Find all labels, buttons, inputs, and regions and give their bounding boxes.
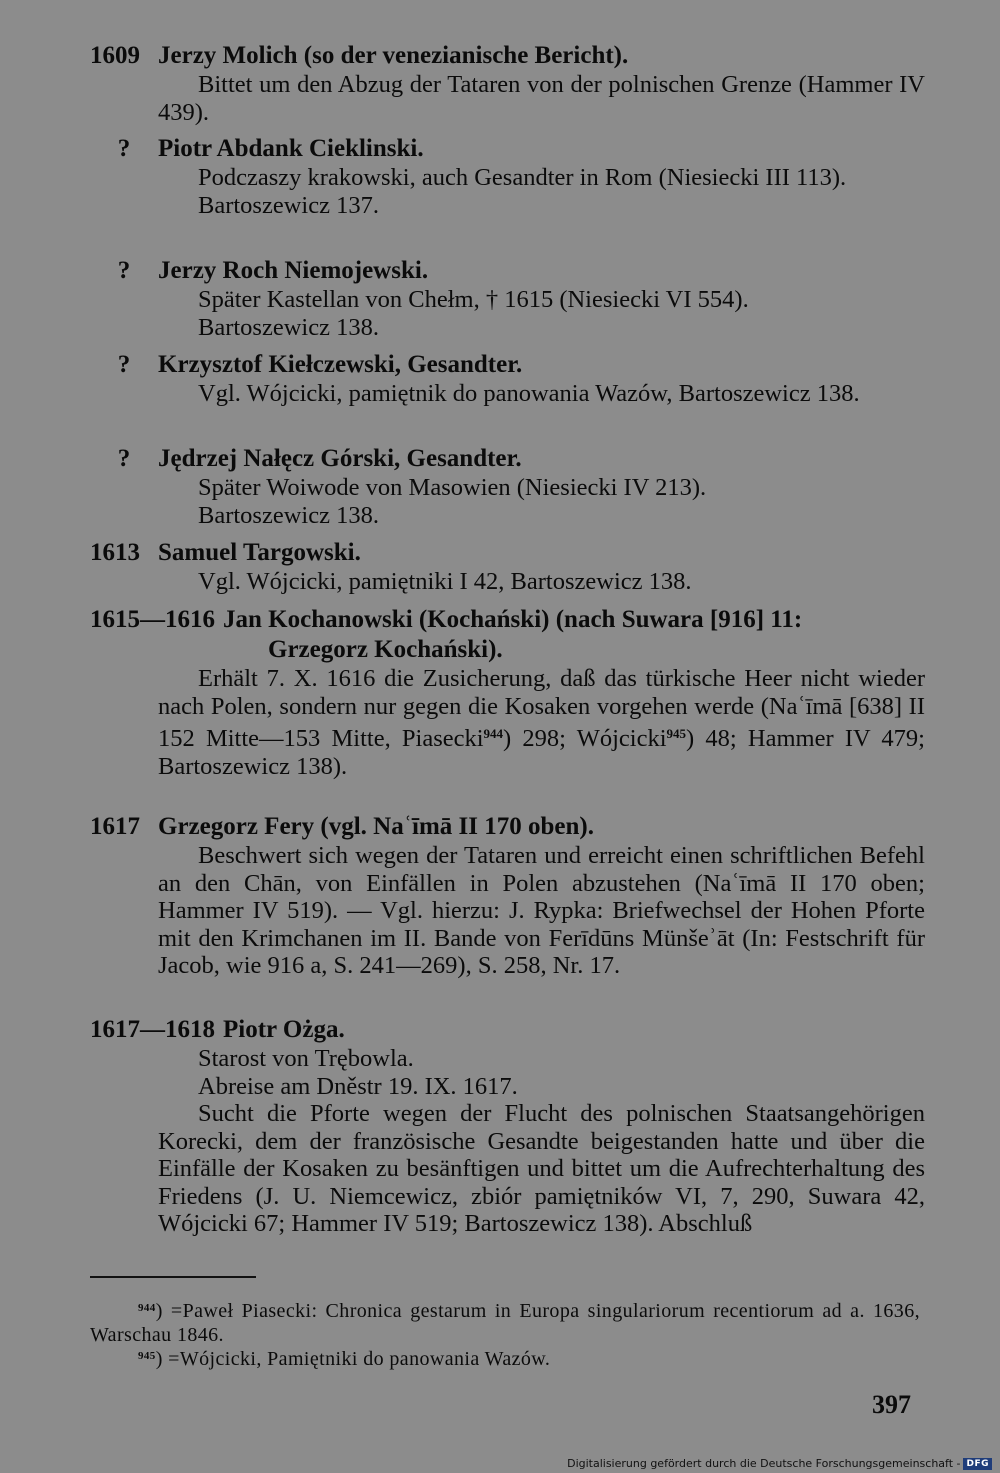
entry-niemojewski	[90, 256, 925, 341]
entry-year: ?	[117, 257, 131, 284]
dfg-logo-icon: DFG	[963, 1458, 992, 1470]
entry-text-part: ) 298; Wójcicki	[503, 725, 667, 752]
entry-text: Podczaszy krakowski, auch Gesandter in Rom (Niesiecki III 113).	[198, 164, 847, 191]
entry-text: Vgl. Wójcicki, pamiętniki I 42, Bartoszewicz 138.	[198, 568, 692, 595]
footnote-945	[90, 1344, 920, 1371]
entry-text: Bartoszewicz 138.	[198, 313, 379, 341]
entry-text: Abreise am Dněstr 19. IX. 1617.	[198, 1072, 518, 1100]
footnote-944	[90, 1296, 920, 1347]
entry-text: Vgl. Wójcicki, pamiętnik do panowania Wazów, Bartoszewicz 138.	[198, 380, 860, 407]
footnote-number: 945	[138, 1350, 156, 1362]
entry-1615-1616	[90, 605, 925, 780]
entry-year: 1617	[90, 813, 140, 840]
entry-heading	[90, 350, 925, 380]
entry-title: Jan Kochanowski (Kochański) (nach Suwara [916] 11:	[223, 606, 803, 633]
footnote-text: ) =Paweł Piasecki: Chronica gestarum in Europa singulariorum recentiorum ad a. 1636, Warschau 1846.	[90, 1300, 920, 1346]
entry-title: Grzegorz Fery (vgl. Naʿīmā II 170 oben).	[158, 813, 594, 840]
entry-heading	[90, 444, 925, 474]
entry-text-part: Erhält 7. X. 1616 die Zusicherung, daß das türkische Heer nicht wieder nach Polen, sondern nur gegen die Kosaken vorgehen werde (Naʿīmā [638] II 152 Mitte—153 Mitte, Piasecki	[158, 665, 925, 752]
footnote-divider	[90, 1276, 256, 1278]
footnote-text: ) =Wójcicki, Pamiętniki do panowania Wazów.	[155, 1348, 551, 1370]
entry-heading	[90, 41, 925, 71]
entry-heading	[90, 256, 925, 286]
entry-year: 1609	[90, 42, 140, 69]
page-number: 397	[872, 1390, 911, 1419]
entry-title-continued: Grzegorz Kochański).	[268, 636, 503, 663]
entry-kielczewski	[90, 350, 925, 408]
footnote-ref-945[interactable]: 945	[666, 726, 687, 741]
footnote-ref-944[interactable]: 944	[483, 726, 504, 741]
entry-1617-1618	[90, 1015, 925, 1238]
entry-text	[158, 665, 925, 780]
entry-year: 1617—1618	[90, 1016, 215, 1043]
entry-title: Piotr Abdank Cieklinski.	[158, 135, 424, 162]
entry-1609	[90, 41, 925, 126]
entry-heading	[90, 812, 925, 842]
entry-cieklinski	[90, 134, 925, 219]
entry-heading	[90, 1015, 925, 1045]
entry-text: Später Woiwode von Masowien (Niesiecki IV 213).	[198, 474, 707, 501]
entry-text: Bartoszewicz 138.	[198, 501, 379, 529]
entry-title: Jerzy Roch Niemojewski.	[158, 257, 429, 284]
entry-text: Bittet um den Abzug der Tataren von der polnischen Grenze (Hammer IV 439).	[158, 71, 925, 126]
credit-text: Digitalisierung gefördert durch die Deutsche Forschungsgemeinschaft -	[567, 1457, 961, 1470]
digitization-credit	[567, 1457, 992, 1470]
entry-text: Bartoszewicz 137.	[198, 191, 379, 219]
entry-year: ?	[117, 351, 131, 378]
entry-title: Krzysztof Kiełczewski, Gesandter.	[158, 351, 523, 378]
entry-text: Beschwert sich wegen der Tataren und erreicht einen schriftlichen Befehl an den Chān, von Einfällen in Polen abzustehen (Naʿīmā II 170 oben; Hammer IV 519). — Vgl. hierzu: J. Rypka: Briefwechsel der Hohen Pforte mit den Krimchanen im II. Bande von Ferīdūns Münšeʾāt (In: Festschrift für Jacob, wie 916 a, S. 241—269), S. 258, Nr. 17.	[158, 842, 925, 979]
entry-text: Später Kastellan von Chełm, † 1615 (Niesiecki VI 554).	[198, 286, 749, 313]
entry-heading	[90, 134, 925, 164]
entry-1617	[90, 812, 925, 980]
entry-year: 1613	[90, 539, 140, 566]
entry-text-part: ) 48; Hammer IV 479; Bartoszewicz 138).	[158, 725, 925, 780]
entry-gorski	[90, 444, 925, 529]
entry-text: Sucht die Pforte wegen der Flucht des polnischen Staatsangehörigen Korecki, dem der französische Gesandte beigestanden hatte und über die Einfälle der Kosaken zu besänftigen und bittet um die Aufrechterhaltung des Friedens (J. U. Niemcewicz, zbiór pamiętników VI, 7, 290, Suwara 42, Wójcicki 67; Hammer IV 519; Bartoszewicz 138). Abschluß	[158, 1100, 925, 1237]
entry-title: Piotr Ożga.	[223, 1016, 345, 1043]
entry-year: ?	[117, 445, 131, 472]
entry-heading	[90, 538, 925, 568]
entry-1613	[90, 538, 925, 596]
entry-text: Starost von Trębowla.	[198, 1045, 414, 1072]
entry-title: Jerzy Molich (so der venezianische Bericht).	[158, 42, 629, 69]
entry-year: ?	[117, 135, 131, 162]
footnote-number: 944	[138, 1302, 156, 1314]
entry-title: Jędrzej Nałęcz Górski, Gesandter.	[158, 445, 522, 472]
entry-title: Samuel Targowski.	[158, 539, 361, 566]
entry-heading	[90, 605, 925, 665]
entry-year: 1615—1616	[90, 606, 215, 633]
